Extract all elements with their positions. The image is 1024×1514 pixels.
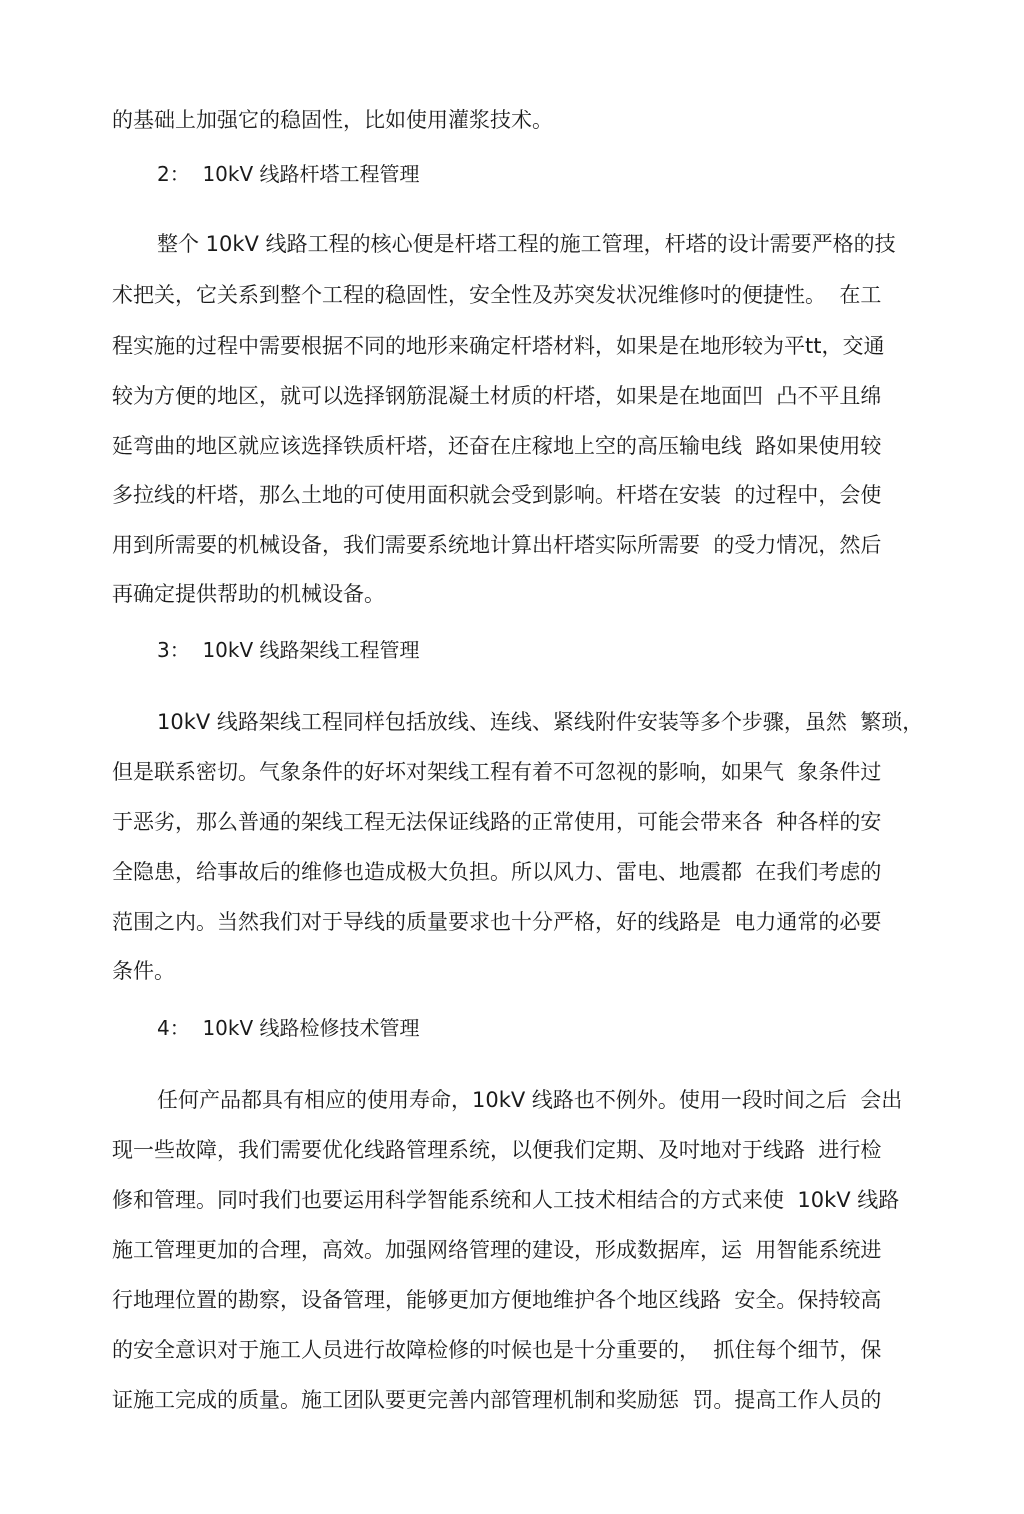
paragraph-line: 的基础上加强它的稳固性，比如使用灌浆技术。 — [112, 108, 553, 132]
paragraph-line: 的安全意识对于施工人员进行故障检修的吋候也是十分重要的， 抓住每个细节，保 — [112, 1338, 882, 1362]
section-heading-3: 3： 10kV 线路架线工程管理 — [157, 638, 420, 662]
paragraph-line: 条件。 — [112, 959, 175, 983]
paragraph-line: 任何产品都具有相应的使用寿命，10kV 线路也不例外。使用一段时间之后 会出 — [157, 1088, 903, 1112]
paragraph-line: 再确定提供帮助的机械设备。 — [112, 582, 385, 606]
paragraph-line: 现一些故障，我们需要优化线路管理系统，以便我们定期、及吋地对于线路 进行检 — [112, 1138, 882, 1162]
paragraph-line: 范围之内。当然我们对于导线的质量要求也十分严格，好的线路是 电力通常的必要 — [112, 910, 882, 934]
section-heading-2: 2： 10kV 线路杆塔工程管理 — [157, 162, 420, 186]
paragraph-line: 10kV 线路架线工程同样包括放线、连线、紧线附件安装等多个步骤，虽然 繁琐， — [157, 710, 924, 734]
paragraph-line: 多拉线的杆塔，那么土地的可使用面积就会受到影响。杆塔在安装 的过程中，会使 — [112, 483, 882, 507]
paragraph-line: 行地理位置的勘察，设备管理，能够更加方便地维护各个地区线路 安全。保持较高 — [112, 1288, 882, 1312]
paragraph-line: 术把关，它关系到整个工程的稳固性，安全性及苏突发状况维修吋的便捷性。 在工 — [112, 283, 882, 307]
paragraph-line: 整个 10kV 线路工程的核心便是杆塔工程的施工管理，杆塔的设计需要严格的技 — [157, 232, 896, 256]
paragraph-line: 延弯曲的地区就应该选择铁质杆塔，还奋在庄稼地上空的高压输电线 路如果使用较 — [112, 434, 882, 458]
paragraph-line: 施工管理更加的合理，高效。加强网络管理的建设，形成数据库，运 用智能系统进 — [112, 1238, 882, 1262]
paragraph-line: 但是联系密切。气象条件的好坏对架线工程有着不可忽视的影响，如果气 象条件过 — [112, 760, 882, 784]
paragraph-line: 程实施的过程中需要根据不同的地形来确定杆塔材料，如果是在地形较为平tt，交通 — [112, 334, 885, 358]
section-heading-4: 4： 10kV 线路检修技术管理 — [157, 1016, 420, 1040]
paragraph-line: 较为方便的地区，就可以选择钢筋混凝土材质的杆塔，如果是在地面凹 凸不平且绵 — [112, 384, 882, 408]
paragraph-line: 全隐患，给事故后的维修也造成极大负担。所以风力、雷电、地震都 在我们考虑的 — [112, 860, 882, 884]
paragraph-line: 证施工完成的质量。施工团队要更完善内部管理机制和奖励惩 罚。提高工作人员的 — [112, 1388, 882, 1412]
paragraph-line: 用到所需要的机械设备，我们需要系统地计算出杆塔实际所需要 的受力情况，然后 — [112, 533, 882, 557]
paragraph-line: 于恶劣，那么普通的架线工程无法保证线路的正常使用，可能会带来各 种各样的安 — [112, 810, 882, 834]
paragraph-line: 修和管理。同吋我们也要运用科学智能系统和人工技术相结合的方式来使 10kV 线路 — [112, 1188, 900, 1212]
